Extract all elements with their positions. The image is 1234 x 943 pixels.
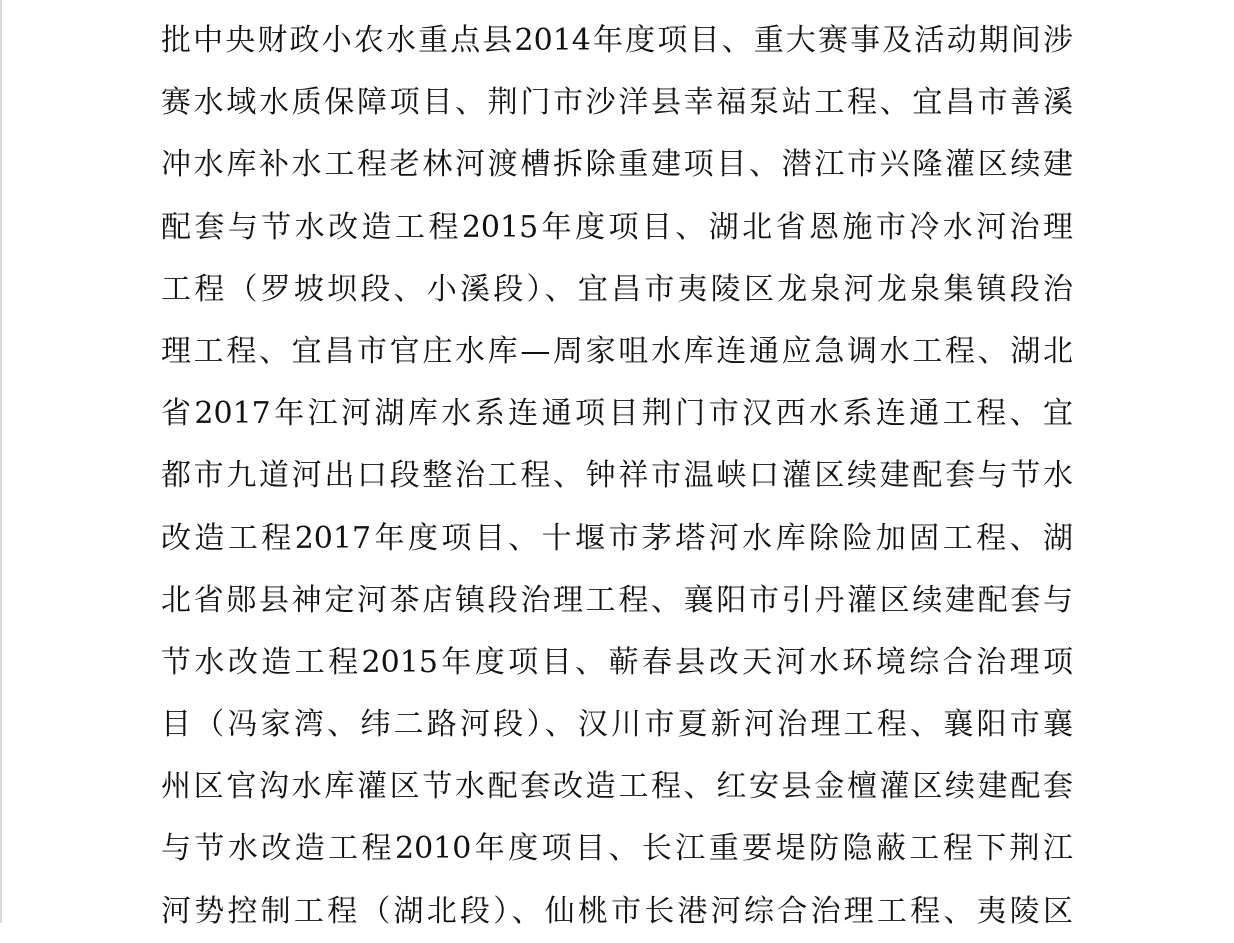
text-line-5: 工程（罗坡坝段、小溪段）、宜昌市夷陵区龙泉河龙泉集镇段治 bbox=[161, 271, 1073, 307]
text-line-7: 省2017年江河湖库水系连通项目荆门市汉西水系连通工程、宜 bbox=[161, 396, 1073, 432]
text-line-11: 节水改造工程2015年度项目、蕲春县改天河水环境综合治理项 bbox=[161, 644, 1073, 680]
text-line-14: 与节水改造工程2010年度项目、长江重要堤防隐蔽工程下荆江 bbox=[161, 831, 1073, 867]
text-line-6: 理工程、宜昌市官庄水库—周家咀水库连通应急调水工程、湖北 bbox=[161, 333, 1073, 369]
page-left-border bbox=[0, 0, 2, 923]
text-line-1: 批中央财政小农水重点县2014年度项目、重大赛事及活动期间涉 bbox=[161, 23, 1073, 58]
text-line-15: 河势控制工程（湖北段）、仙桃市长港河综合治理工程、夷陵区 bbox=[161, 893, 1073, 929]
text-line-2: 赛水域水质保障项目、荆门市沙洋县幸福泵站工程、宜昌市善溪 bbox=[161, 85, 1073, 121]
body-text bbox=[161, 10, 1073, 943]
text-line-9: 改造工程2017年度项目、十堰市茅塔河水库除险加固工程、湖 bbox=[161, 520, 1073, 556]
text-line-13: 州区官沟水库灌区节水配套改造工程、红安县金檀灌区续建配套 bbox=[161, 769, 1073, 805]
text-line-8: 都市九道河出口段整治工程、钟祥市温峡口灌区续建配套与节水 bbox=[161, 458, 1073, 494]
text-line-10: 北省郧县神定河茶店镇段治理工程、襄阳市引丹灌区续建配套与 bbox=[161, 582, 1073, 618]
text-line-4: 配套与节水改造工程2015年度项目、湖北省恩施市冷水河治理 bbox=[161, 209, 1073, 245]
text-line-12: 目（冯家湾、纬二路河段）、汉川市夏新河治理工程、襄阳市襄 bbox=[161, 707, 1073, 743]
text-line-3: 冲水库补水工程老林河渡槽拆除重建项目、潜江市兴隆灌区续建 bbox=[161, 147, 1073, 183]
